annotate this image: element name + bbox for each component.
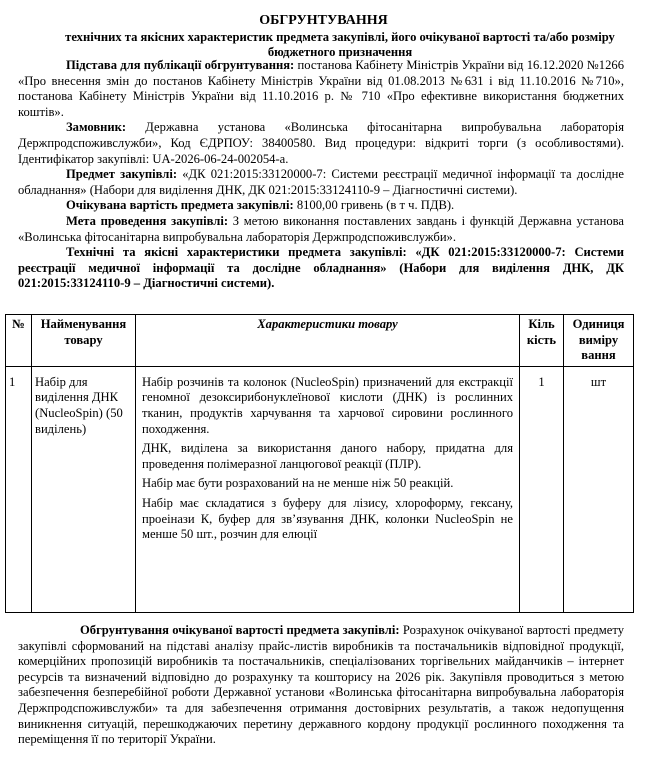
header-unit: Одиниця виміру вання bbox=[564, 315, 634, 367]
purpose-text: З метою виконання поставлених завдань і функцій Державна установа «Волинська фітосанітарна випробувальна лабораторія Держпродспоживслужби». bbox=[18, 213, 624, 244]
subject-label: Предмет закупівлі: bbox=[66, 167, 178, 182]
purpose-label: Мета проведення закупівлі: bbox=[66, 213, 229, 228]
intro-section bbox=[18, 58, 624, 292]
items-table bbox=[5, 314, 634, 613]
cell-chars bbox=[136, 366, 520, 612]
table-row bbox=[6, 366, 634, 612]
expected-paragraph bbox=[18, 198, 624, 214]
chars-line: Набір розчинів та колонок (NucleoSpin) призначений для екстракції геномної дезоксирибонуклеїнової кислоти (ДНК) із рослинних тканин, продуктів харчування та харчової сировини рослинного походження. bbox=[142, 374, 513, 436]
chars-line: Набір має бути розрахований на не менше ніж 50 реакцій. bbox=[142, 476, 454, 491]
cell-num: 1 bbox=[6, 366, 32, 612]
purpose-paragraph bbox=[18, 214, 624, 245]
cost-text: Розрахунок очікуваної вартості предмету закупівлі сформований на підставі аналізу прайс-листів виробників та постачальників відповідної продукції, комерційних пропозицій виробників та постачальників, спеціалізованих торгівельних майданчиків – інтернет ресурсів та визначений відповідно до розрахунку та кошторису на 2026 рік. Закупівля проводиться з метою забезпечення безперебійної роботи Державної установи «Волинська фітосанітарна випробувальна лабораторія Держпродспоживслужби» та для забезпечення отримання достовірних результатів, а також недопущення виникнення ситуацій, перешкоджаючих перетину державного кордону продукції рослинного походження та переміщення її по території України. bbox=[18, 623, 625, 747]
cost-paragraph bbox=[18, 623, 624, 748]
cost-label: Обгрунтування очікуваної вартості предмета закупівлі: bbox=[80, 623, 400, 637]
basis-paragraph bbox=[18, 58, 624, 120]
subject-text: «ДК 021:2015:33120000-7: Системи реєстрації медичної інформації та дослідне обладнання» (Набори для виділення ДНК, ДК 021:2015:33124110-9 – Діагностичні системи). bbox=[18, 167, 624, 197]
tech-label: Технічні та якісні характеристики предмета закупівлі: «ДК 021:2015:33120000-7: Системи реєстрації медичної інформації та дослідне обладнання» (Набори для виділення ДНК, ДК 021:2015:33124110-9 – Діагностичні системи). bbox=[18, 245, 624, 291]
document-subtitle: технічних та якісних характеристик предмета закупівлі, його очікуваної вартості та/або розміру бюджетного призначення bbox=[65, 30, 615, 59]
header-chars: Характеристики товару bbox=[136, 315, 520, 367]
basis-label: Підстава для публікації обгрунтування: bbox=[66, 58, 295, 72]
customer-paragraph bbox=[18, 120, 624, 167]
tech-paragraph bbox=[18, 245, 624, 292]
basis-text: постанова Кабінету Міністрів України від 16.12.2020 №1266 «Про внесення змін до постанов Кабінету Міністрів України від 01.08.2013 №631 і від 11.10.2016 №710», постанова Кабінету Міністрів України від 11.10.2016 р. № 710 «Про ефективне використання бюджетних коштів». bbox=[18, 58, 624, 119]
customer-text: Державна установа «Волинська фітосанітарна випробувальна лабораторія Держпродспоживслужби», Код ЄДРПОУ: 38400580. Вид процедури: відкриті торги (з особливостями). Ідентифікатор закупівлі: UA-2026-06-24-002054-a. bbox=[18, 120, 624, 166]
customer-label: Замовник: bbox=[66, 120, 127, 135]
expected-text: 8100,00 гривень (в т ч. ПДВ). bbox=[293, 198, 455, 213]
header-qty: Кіль кість bbox=[520, 315, 564, 367]
table-header-row bbox=[6, 315, 634, 367]
header-name: Найменування товару bbox=[32, 315, 136, 367]
cell-name: Набір для виділення ДНК (NucleoSpin) (50 виділень) bbox=[32, 366, 136, 612]
cost-section bbox=[18, 623, 624, 748]
header-num: № bbox=[6, 315, 32, 367]
expected-label: Очікувана вартість предмета закупівлі: bbox=[66, 198, 294, 213]
cell-unit: шт bbox=[564, 366, 634, 612]
document-title: ОБГРУНТУВАННЯ bbox=[259, 13, 388, 28]
chars-line: Набір має складатися з буферу для лізису, хлороформу, гексану, проеінази К, буфер для зв’язування ДНК, колонки NucleoSpin не менше 50 шт., розчин для елюції bbox=[142, 495, 513, 542]
cell-qty: 1 bbox=[520, 366, 564, 612]
chars-line: ДНК, виділена за використання даного набору, придатна для проведення полімеразної ланцюгової реакції (ПЛР). bbox=[142, 441, 513, 471]
subject-paragraph bbox=[18, 167, 624, 198]
